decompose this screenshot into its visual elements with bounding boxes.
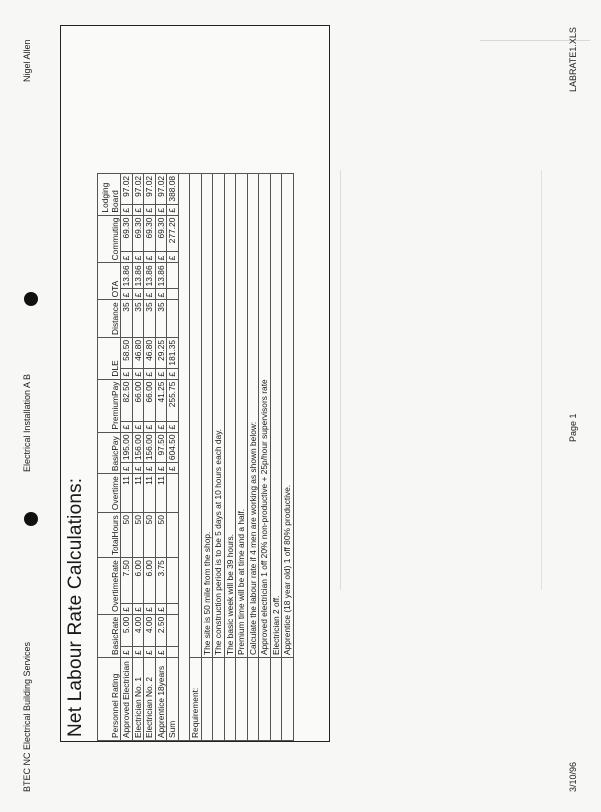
currency-symbol: £ [155,289,167,300]
sum-dle: 181.35 [167,337,179,368]
basic-rate-cell: 4.00 [144,614,156,646]
currency-symbol: £ [121,463,133,474]
requirement-label: Requirement: [190,658,202,741]
overtime-cell: 11 [132,474,144,513]
currency-symbol: £ [121,289,133,300]
empty-cell [201,658,213,741]
currency-symbol: £ [132,204,144,215]
overtime-cell: 11 [155,474,167,513]
empty-cell [167,513,179,558]
distance-cell: 35 [121,300,133,338]
commuting-cell: 69.30 [155,215,167,252]
overtime-rate-cell: 3.75 [155,558,167,604]
total-hours-cell: 50 [144,513,156,558]
col-header: Commuting [98,215,121,263]
currency-symbol: £ [155,252,167,263]
currency-symbol: £ [121,252,133,263]
distance-cell: 35 [155,300,167,338]
currency-symbol: £ [155,204,167,215]
empty-cell [167,300,179,338]
currency-symbol: £ [121,603,133,614]
col-header: Lodging Board [98,173,121,215]
currency-symbol: £ [144,368,156,379]
requirement-row [270,173,282,740]
basic-rate-cell: 2.50 [155,614,167,646]
empty-cell [213,658,225,741]
table-header-row [98,173,121,740]
requirement-text: Approved electrician 1 off 20% non-productive + 25p/hour supervisors rate [259,173,271,657]
currency-symbol: £ [155,368,167,379]
requirement-text: The construction period is to be 5 days at 10 hours each day. [213,173,225,657]
labour-rate-table [97,173,294,741]
sum-row [167,173,179,740]
currency-symbol: £ [167,368,179,379]
header-center: Electrical Installation A B [22,373,32,472]
dle-cell: 46.80 [132,337,144,368]
col-header: BasicRate [98,614,121,657]
currency-symbol: £ [155,463,167,474]
empty-cell [247,658,259,741]
requirement-row [282,173,294,740]
empty-cell [190,173,202,657]
basic-rate-cell: 4.00 [132,614,144,646]
currency-symbol: £ [144,421,156,432]
currency-symbol: £ [144,289,156,300]
footer-center: Page 1 [568,413,578,442]
total-hours-cell: 50 [155,513,167,558]
empty-cell [167,474,179,513]
requirement-row [224,173,236,740]
col-header: BasicPay [98,432,121,474]
currency-symbol: £ [132,463,144,474]
sum-commuting: 277.20 [167,215,179,252]
currency-symbol: £ [132,421,144,432]
table-row [132,173,144,740]
empty-cell [167,558,179,604]
basic-pay-cell: 156.00 [144,432,156,463]
currency-symbol: £ [132,647,144,658]
footer-right: LABRATE1.XLS [568,27,578,92]
col-header: PremiumPay [98,379,121,432]
dle-cell: 58.50 [121,337,133,368]
total-hours-cell: 50 [121,513,133,558]
header-right: Nigel Allen [22,39,32,82]
currency-symbol: £ [132,289,144,300]
currency-symbol: £ [155,647,167,658]
requirement-row [247,173,259,740]
currency-symbol: £ [144,252,156,263]
currency-symbol: £ [132,252,144,263]
distance-cell: 35 [132,300,144,338]
header-left: BTEC NC Electrical Building Services [22,641,32,792]
empty-cell [282,658,294,741]
sum-label: Sum [167,658,179,741]
currency-symbol: £ [121,368,133,379]
empty-cell [270,658,282,741]
currency-symbol: £ [144,204,156,215]
table-row [144,173,156,740]
requirement-text: The basic week will be 39 hours. [224,173,236,657]
currency-symbol: £ [167,204,179,215]
requirement-row [259,173,271,740]
personnel-cell: Electrician No. 1 [132,658,144,741]
requirement-row [201,173,213,740]
currency-symbol: £ [132,603,144,614]
lodging-cell: 97.02 [155,173,167,204]
premium-pay-cell: 82.50 [121,379,133,421]
commuting-cell: 69.30 [121,215,133,252]
ota-cell: 13.86 [155,263,167,289]
requirement-text: Apprentice (18 year old) 1 off 80% productive. [282,173,294,657]
distance-cell: 35 [144,300,156,338]
basic-pay-cell: 156.00 [132,432,144,463]
requirement-text: Electrician 2 off. [270,173,282,657]
currency-symbol: £ [155,421,167,432]
col-header: OvertimeRate [98,558,121,615]
lodging-cell: 97.02 [144,173,156,204]
col-header: DLE [98,337,121,379]
basic-rate-cell: 5.00 [121,614,133,646]
currency-symbol: £ [132,368,144,379]
ota-cell: 13.86 [132,263,144,289]
sheet-title: Net Labour Rate Calculations: [65,477,86,737]
footer-left: 3/10/96 [568,761,578,792]
empty-cell [178,173,190,740]
total-hours-cell: 50 [132,513,144,558]
dle-cell: 29.25 [155,337,167,368]
overtime-rate-cell: 6.00 [132,558,144,604]
currency-symbol: £ [167,463,179,474]
premium-pay-cell: 66.00 [144,379,156,421]
commuting-cell: 69.30 [144,215,156,252]
basic-pay-cell: 195.00 [121,432,133,463]
lodging-cell: 97.02 [132,173,144,204]
empty-cell [167,263,179,289]
currency-symbol: £ [167,252,179,263]
sum-basic-pay: 604.50 [167,432,179,463]
currency-symbol: £ [167,421,179,432]
overtime-cell: 11 [121,474,133,513]
table-row [155,173,167,740]
currency-symbol: £ [144,603,156,614]
empty-cell [224,658,236,741]
blank-row [178,173,190,740]
personnel-cell: Electrician No. 2 [144,658,156,741]
requirement-text: Premium time will be at time and a half. [236,173,248,657]
empty-cell [167,603,179,614]
dle-cell: 46.80 [144,337,156,368]
col-header: OTA [98,263,121,300]
sum-lodging: 388.08 [167,173,179,204]
requirement-header-row [190,173,202,740]
requirement-row [213,173,225,740]
col-header: Personnel Rating [98,658,121,741]
empty-cell [259,658,271,741]
currency-symbol: £ [144,463,156,474]
table-row [121,173,133,740]
col-header: Overtime [98,474,121,513]
currency-symbol: £ [144,647,156,658]
col-header: Distance [98,300,121,338]
currency-symbol: £ [155,603,167,614]
personnel-cell: Approved Electrician [121,658,133,741]
overtime-rate-cell: 7.50 [121,558,133,604]
currency-symbol: £ [121,647,133,658]
spreadsheet-area [60,25,330,742]
empty-cell [236,658,248,741]
ota-cell: 13.86 [121,263,133,289]
requirement-text: Calculate the labour rate if 4 men are working as shown below: [247,173,259,657]
overtime-cell: 11 [144,474,156,513]
ota-cell: 13.86 [144,263,156,289]
currency-symbol: £ [121,204,133,215]
col-header: TotalHours [98,513,121,558]
empty-cell [167,647,179,658]
personnel-cell: Apprentice 18years [155,658,167,741]
premium-pay-cell: 66.00 [132,379,144,421]
commuting-cell: 69.30 [132,215,144,252]
currency-symbol: £ [121,421,133,432]
requirement-text: The site is 50 mile from the shop. [201,173,213,657]
premium-pay-cell: 41.25 [155,379,167,421]
empty-cell [167,614,179,646]
lodging-cell: 97.02 [121,173,133,204]
basic-pay-cell: 97.50 [155,432,167,463]
empty-cell [167,289,179,300]
overtime-rate-cell: 6.00 [144,558,156,604]
requirement-row [236,173,248,740]
sum-premium-pay: 255.75 [167,379,179,421]
